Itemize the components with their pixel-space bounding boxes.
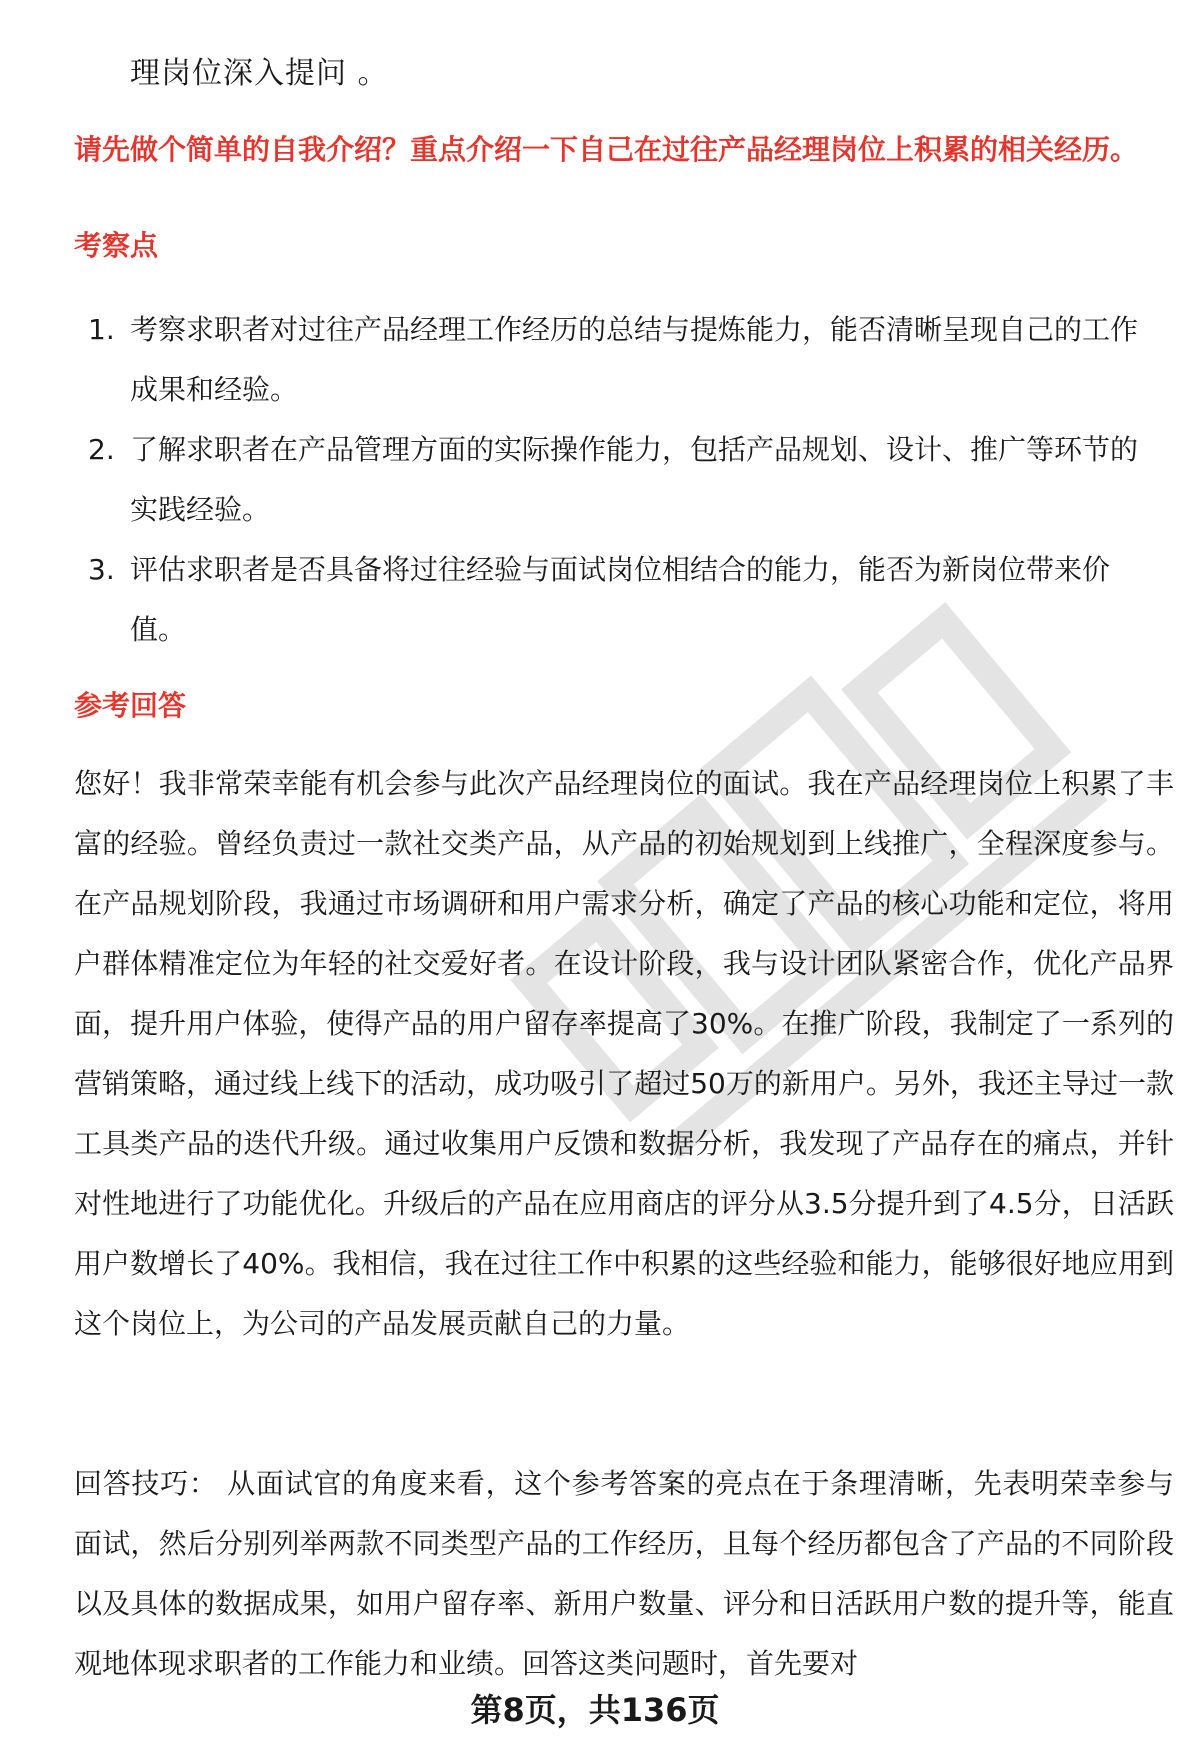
points-heading: 考察点	[74, 229, 159, 262]
answer-heading: 参考回答	[74, 689, 187, 722]
list-item-text: 了解求职者在产品管理方面的实际操作能力，包括产品规划、设计、推广等环节的实践经验。	[130, 433, 1139, 526]
list-item-number: 3.	[88, 553, 115, 586]
interview-question: 请先做个简单的自我介绍？重点介绍一下自己在过往产品经理岗位上积累的相关经历。	[74, 133, 1139, 166]
answer-tips: 回答技巧： 从面试官的角度来看，这个参考答案的亮点在于条理清晰，先表明荣幸参与面试，然后分别列举两款不同类型产品的工作经历，且每个经历都包含了产品的不同阶段以及具体的数据成果，如用户留存率、新用户数量、评分和日活跃用户数的提升等，能直观地体现求职者的工作能力和业绩。回答这类问题时，首先要对	[74, 1467, 1174, 1680]
list-item	[74, 540, 1164, 660]
continued-text: 理岗位深入提问 。	[130, 56, 389, 91]
reference-answer: 您好！我非常荣幸能有机会参与此次产品经理岗位的面试。我在产品经理岗位上积累了丰富的经验。曾经负责过一款社交类产品，从产品的初始规划到上线推广，全程深度参与。在产品规划阶段，我通过市场调研和用户需求分析，确定了产品的核心功能和定位，将用户群体精准定位为年轻的社交爱好者。在设计阶段，我与设计团队紧密合作，优化产品界面，提升用户体验，使得产品的用户留存率提高了30%。在推广阶段，我制定了一系列的营销策略，通过线上线下的活动，成功吸引了超过50万的新用户。另外，我还主导过一款工具类产品的迭代升级。通过收集用户反馈和数据分析，我发现了产品存在的痛点，并针对性地进行了功能优化。升级后的产品在应用商店的评分从3.5分提升到了4.5分，日活跃用户数增长了40%。我相信，我在过往工作中积累的这些经验和能力，能够很好地应用到这个岗位上，为公司的产品发展贡献自己的力量。	[74, 767, 1174, 1340]
list-item	[74, 420, 1164, 540]
list-item	[74, 300, 1164, 420]
list-item-number: 1.	[88, 313, 115, 346]
list-item-text: 评估求职者是否具备将过往经验与面试岗位相结合的能力，能否为新岗位带来价值。	[130, 553, 1111, 646]
list-item-number: 2.	[88, 433, 115, 466]
list-item-text: 考察求职者对过往产品经理工作经历的总结与提炼能力，能否清晰呈现自己的工作成果和经验。	[130, 313, 1139, 406]
points-list	[74, 300, 1164, 660]
page-number: 第8页，共136页	[470, 1691, 720, 1729]
